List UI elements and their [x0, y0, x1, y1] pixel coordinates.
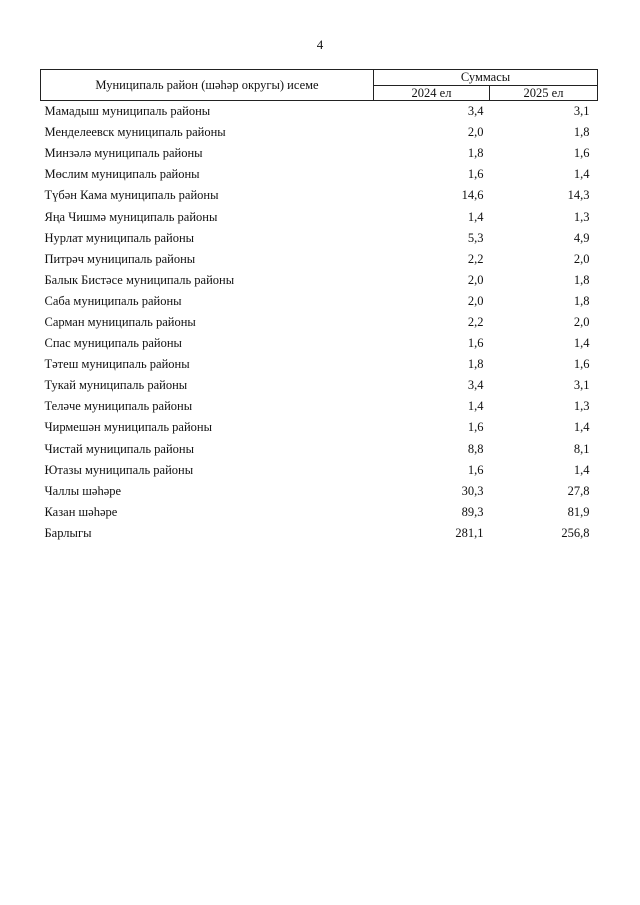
- row-value-2025: 2,0: [573, 314, 590, 329]
- table-row: [41, 502, 598, 523]
- row-value-2025: 1,8: [573, 125, 590, 140]
- row-value-2024: 2,2: [467, 314, 484, 329]
- row-value-2025: 1,4: [573, 420, 590, 435]
- row-value-2025: 81,9: [567, 504, 590, 519]
- row-name-cell: Яңа Чишмә муниципаль районы: [44, 209, 218, 224]
- table-row: [41, 122, 598, 143]
- row-name-cell: Менделеевск муниципаль районы: [44, 125, 226, 140]
- row-value-2025: 2,0: [573, 251, 590, 266]
- row-name-cell: Чаллы шәһәре: [44, 483, 122, 498]
- row-value-2025: 1,3: [573, 209, 590, 224]
- row-value-2024: 3,4: [467, 378, 484, 393]
- table-row: [41, 333, 598, 354]
- row-name-cell: Теләче муниципаль районы: [44, 399, 193, 414]
- row-value-2024: 1,6: [467, 336, 484, 351]
- row-value-2025: 1,3: [573, 399, 590, 414]
- row-value-2025: 8,1: [573, 441, 590, 456]
- row-name-cell: Ютазы муниципаль районы: [44, 462, 194, 477]
- row-value-2024: 1,8: [467, 357, 484, 372]
- row-name-cell: Мөслим муниципаль районы: [44, 167, 200, 182]
- row-value-2024: 281,1: [455, 525, 484, 540]
- row-value-2024: 1,6: [467, 167, 484, 182]
- document-table-area: [40, 69, 597, 544]
- row-value-2024: 2,0: [467, 272, 484, 287]
- table-row: [41, 164, 598, 185]
- row-name-cell: Мамадыш муниципаль районы: [44, 104, 211, 119]
- row-value-2024: 2,0: [467, 125, 484, 140]
- table-row: [41, 481, 598, 502]
- table-row: [41, 396, 598, 417]
- table-row: [41, 185, 598, 206]
- row-value-2024: 5,3: [467, 230, 484, 245]
- column-header-sum: Суммасы: [374, 70, 598, 86]
- table-row: [41, 291, 598, 312]
- row-value-2025: 1,4: [573, 167, 590, 182]
- table-row: [41, 101, 598, 123]
- row-value-2024: 1,6: [467, 420, 484, 435]
- row-name-cell: Нурлат муниципаль районы: [44, 230, 195, 245]
- row-name-cell: Спас муниципаль районы: [44, 336, 182, 351]
- table-row: [41, 270, 598, 291]
- column-header-2025: 2025 ел: [490, 85, 598, 101]
- row-value-2024: 2,0: [467, 293, 484, 308]
- row-value-2024: 3,4: [467, 104, 484, 119]
- row-name-cell: Тәтеш муниципаль районы: [44, 357, 190, 372]
- row-value-2025: 1,4: [573, 462, 590, 477]
- row-name-cell: Тукай муниципаль районы: [44, 378, 188, 393]
- row-value-2024: 1,4: [467, 399, 484, 414]
- table-row: [41, 354, 598, 375]
- row-value-2025: 3,1: [573, 378, 590, 393]
- row-name-cell: Түбән Кама муниципаль районы: [44, 188, 219, 203]
- row-value-2024: 8,8: [467, 441, 484, 456]
- row-value-2024: 1,4: [467, 209, 484, 224]
- row-name-cell: Питрәч муниципаль районы: [44, 251, 196, 266]
- row-value-2024: 1,6: [467, 462, 484, 477]
- column-header-name: Муниципаль район (шәһәр округы) исеме: [41, 70, 374, 101]
- table-row: [41, 417, 598, 438]
- row-value-2025: 1,6: [573, 146, 590, 161]
- row-value-2025: 1,8: [573, 293, 590, 308]
- table-row: [41, 249, 598, 270]
- row-name-cell: Казан шәһәре: [44, 504, 118, 519]
- row-name-cell: Минзәлә муниципаль районы: [44, 146, 203, 161]
- row-name-cell: Чистай муниципаль районы: [44, 441, 194, 456]
- table-row: [41, 228, 598, 249]
- page-number: 4: [316, 37, 324, 52]
- table-row: [41, 460, 598, 481]
- row-value-2025: 1,8: [573, 272, 590, 287]
- row-value-2025: 4,9: [573, 230, 590, 245]
- row-name-cell: Барлыгы: [44, 525, 92, 540]
- table-body: [41, 101, 598, 544]
- row-name-cell: Чирмешән муниципаль районы: [44, 420, 212, 435]
- allocation-table: [40, 69, 598, 544]
- table-row: [41, 143, 598, 164]
- table-row: [41, 206, 598, 227]
- column-header-2024: 2024 ел: [374, 85, 490, 101]
- row-value-2024: 2,2: [467, 251, 484, 266]
- row-name-cell: Сарман муниципаль районы: [44, 314, 196, 329]
- row-value-2025: 1,6: [573, 357, 590, 372]
- row-value-2025: 1,4: [573, 336, 590, 351]
- row-value-2024: 1,8: [467, 146, 484, 161]
- row-value-2024: 14,6: [461, 188, 484, 203]
- table-row: [41, 375, 598, 396]
- table-row: [41, 439, 598, 460]
- row-value-2024: 89,3: [461, 504, 484, 519]
- row-value-2025: 256,8: [561, 525, 590, 540]
- table-row: [41, 312, 598, 333]
- row-value-2024: 30,3: [461, 483, 484, 498]
- table-row: [41, 523, 598, 544]
- row-name-cell: Балык Бистәсе муниципаль районы: [44, 272, 235, 287]
- row-name-cell: Саба муниципаль районы: [44, 293, 182, 308]
- row-value-2025: 14,3: [567, 188, 590, 203]
- row-value-2025: 3,1: [573, 104, 590, 119]
- row-value-2025: 27,8: [567, 483, 590, 498]
